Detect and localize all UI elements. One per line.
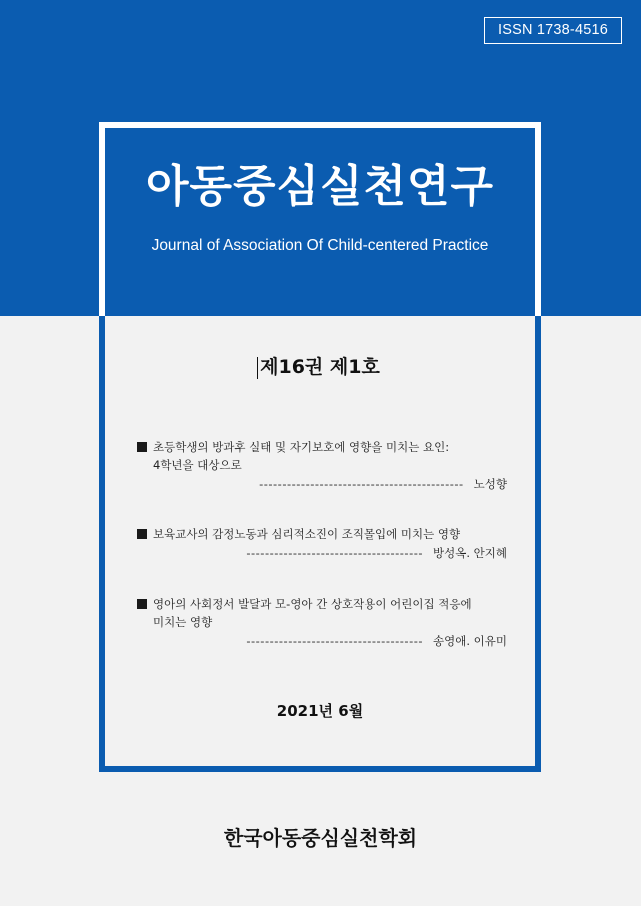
article-title-line: 보육교사의 감정노동과 심리적소진이 조직몰입에 미치는 영향 <box>153 527 461 541</box>
article-author: 송영애. 이유미 <box>433 634 507 648</box>
article-item <box>137 595 507 650</box>
article-title-line: 영아의 사회정서 발달과 모-영아 간 상호작용이 어린이집 적응에 <box>153 597 472 611</box>
article-title-line: 미치는 영향 <box>153 615 213 629</box>
article-author: 방성옥. 안지혜 <box>433 546 507 560</box>
leader-dashes: -------------------------------------- <box>246 546 424 560</box>
publisher-name: 한국아동중심실천학회 <box>223 826 418 850</box>
leader-dashes: -------------------------------------- <box>246 634 424 648</box>
article-title-line: 초등학생의 방과후 실태 및 자기보호에 영향을 미치는 요인: <box>153 440 450 454</box>
article-item <box>137 438 507 493</box>
journal-subtitle: Journal of Association Of Child-centered Practice <box>151 237 489 254</box>
article-title-line: 4학년을 대상으로 <box>153 458 242 472</box>
article-author: 노성향 <box>473 477 507 491</box>
volume-issue: 제16권 제1호 <box>260 356 380 378</box>
bullet-icon <box>137 442 147 452</box>
bullet-icon <box>137 599 147 609</box>
issn-label: ISSN 1738-4516 <box>484 17 622 44</box>
bullet-icon <box>137 529 147 539</box>
publication-date: 2021년 6월 <box>276 702 364 720</box>
leader-dashes: -------------------------------------------- <box>259 477 464 491</box>
article-item <box>137 525 507 562</box>
journal-title: 아동중심실천연구 <box>145 161 495 212</box>
